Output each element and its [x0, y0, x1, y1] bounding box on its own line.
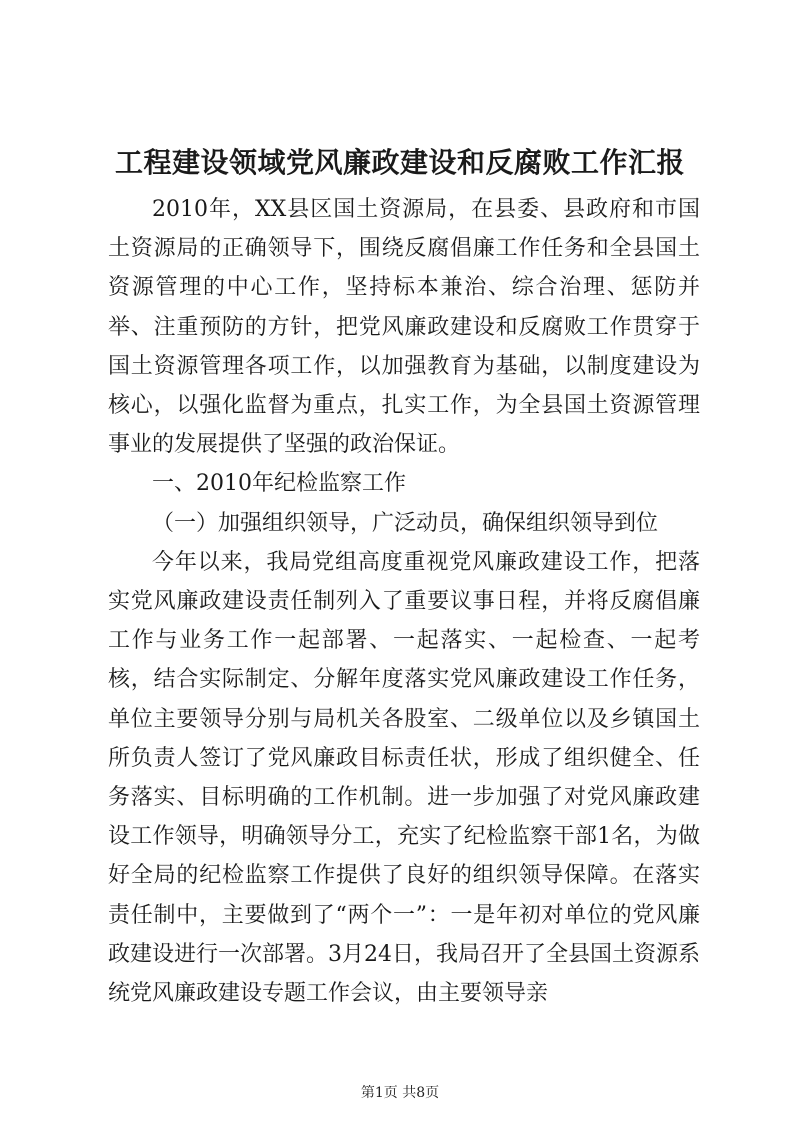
section-heading: 一、2010年纪检监察工作 — [152, 471, 406, 497]
document-title: 工程建设领域党风廉政建设和反腐败工作汇报 — [114, 146, 685, 179]
document-body — [108, 190, 700, 1013]
intro-paragraph: 2010年，XX县区国土资源局，在县委、县政府和市国土资源局的正确领导下，围绕反腐倡廉工作任务和全县国土资源管理的中心工作，坚持标本兼治、综合治理、惩防并举、注重预防的方针，把党风廉政建设和反腐败工作贯穿于国土资源管理各项工作，以加强教育为基础，以制度建设为核心，以强化监督为重点，扎实工作，为全县国土资源管理事业的发展提供了坚强的政治保证。 — [108, 197, 700, 458]
page-footer: 第1页 共8页 — [360, 1085, 440, 1101]
body-paragraph: 今年以来，我局党组高度重视党风廉政建设工作，把落实党风廉政建设责任制列入了重要议事日程，并将反腐倡廉工作与业务工作一起部署、一起落实、一起检查、一起考核，结合实际制定、分解年度落实党风廉政建设工作任务，单位主要领导分别与局机关各股室、二级单位以及乡镇国土所负责人签订了党风廉政目标责任状，形成了组织健全、任务落实、目标明确的工作机制。进一步加强了对党风廉政建设工作领导，明确领导分工，充实了纪检监察干部1名，为做好全局的纪检监察工作提供了良好的组织领导保障。在落实责任制中，主要做到了“两个一”：一是年初对单位的党风廉政建设进行一次部署。3月24日，我局召开了全县国土资源系统党风廉政建设专题工作会议，由主要领导亲 — [108, 549, 700, 1007]
subsection-heading: （一）加强组织领导，广泛动员，确保组织领导到位 — [152, 510, 659, 536]
